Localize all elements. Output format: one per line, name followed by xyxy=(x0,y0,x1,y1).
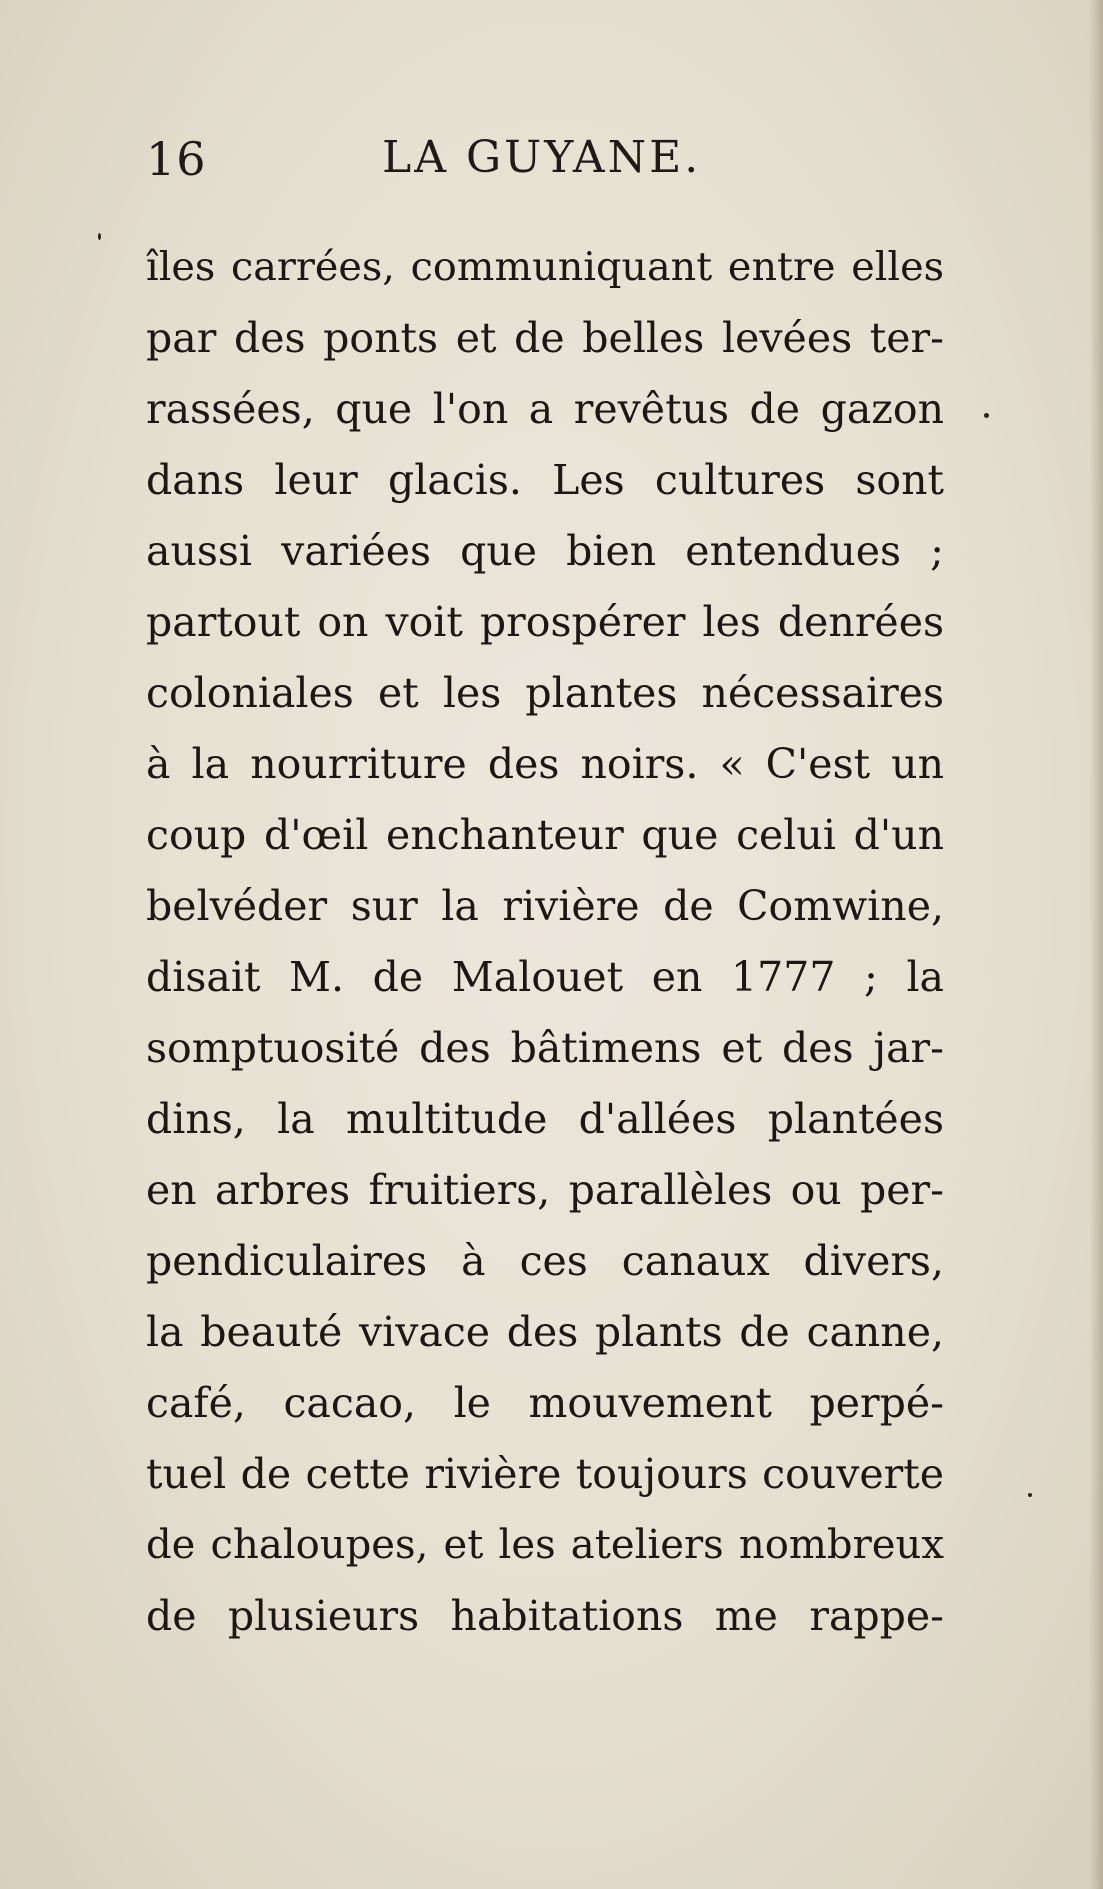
text-line: partout on voit prospérer les denrées xyxy=(146,598,944,646)
text-line: coloniales et les plantes nécessaires xyxy=(146,669,944,717)
page-number: 16 xyxy=(146,132,207,186)
running-title: LA GUYANE. xyxy=(382,132,702,183)
body-text xyxy=(146,232,944,1652)
paper-speck xyxy=(98,233,101,240)
text-line: de chaloupes, et les ateliers nombreux xyxy=(146,1522,944,1568)
text-line: belvéder sur la rivière de Comwine, xyxy=(146,882,944,930)
paper-speck xyxy=(1028,1493,1032,1497)
text-line: la beauté vivace des plants de canne, xyxy=(146,1308,944,1356)
text-line: aussi variées que bien entendues ; xyxy=(146,527,944,575)
text-line: somptuosité des bâtimens et des jar- xyxy=(146,1024,944,1072)
text-line: disait M. de Malouet en 1777 ; la xyxy=(146,953,944,1001)
text-line: pendiculaires à ces canaux divers, xyxy=(146,1237,944,1285)
text-line: coup d'œil enchanteur que celui d'un xyxy=(146,811,944,859)
text-line: dans leur glacis. Les cultures sont xyxy=(146,456,944,504)
text-line: rassées, que l'on a revêtus de gazon xyxy=(146,385,944,433)
page-header xyxy=(146,132,946,202)
text-line: tuel de cette rivière toujours couverte xyxy=(146,1450,944,1498)
text-line: café, cacao, le mouvement perpé- xyxy=(146,1379,944,1427)
page-edge-shadow xyxy=(1089,0,1103,1889)
paper-speck xyxy=(984,413,989,418)
text-line: en arbres fruitiers, parallèles ou per- xyxy=(146,1166,944,1214)
text-line: à la nourriture des noirs. « C'est un xyxy=(146,740,944,788)
text-line: par des ponts et de belles levées ter- xyxy=(146,314,944,362)
text-line: de plusieurs habitations me rappe- xyxy=(146,1592,944,1640)
text-line: dins, la multitude d'allées plantées xyxy=(146,1095,944,1143)
text-line: îles carrées, communiquant entre elles xyxy=(146,244,944,290)
